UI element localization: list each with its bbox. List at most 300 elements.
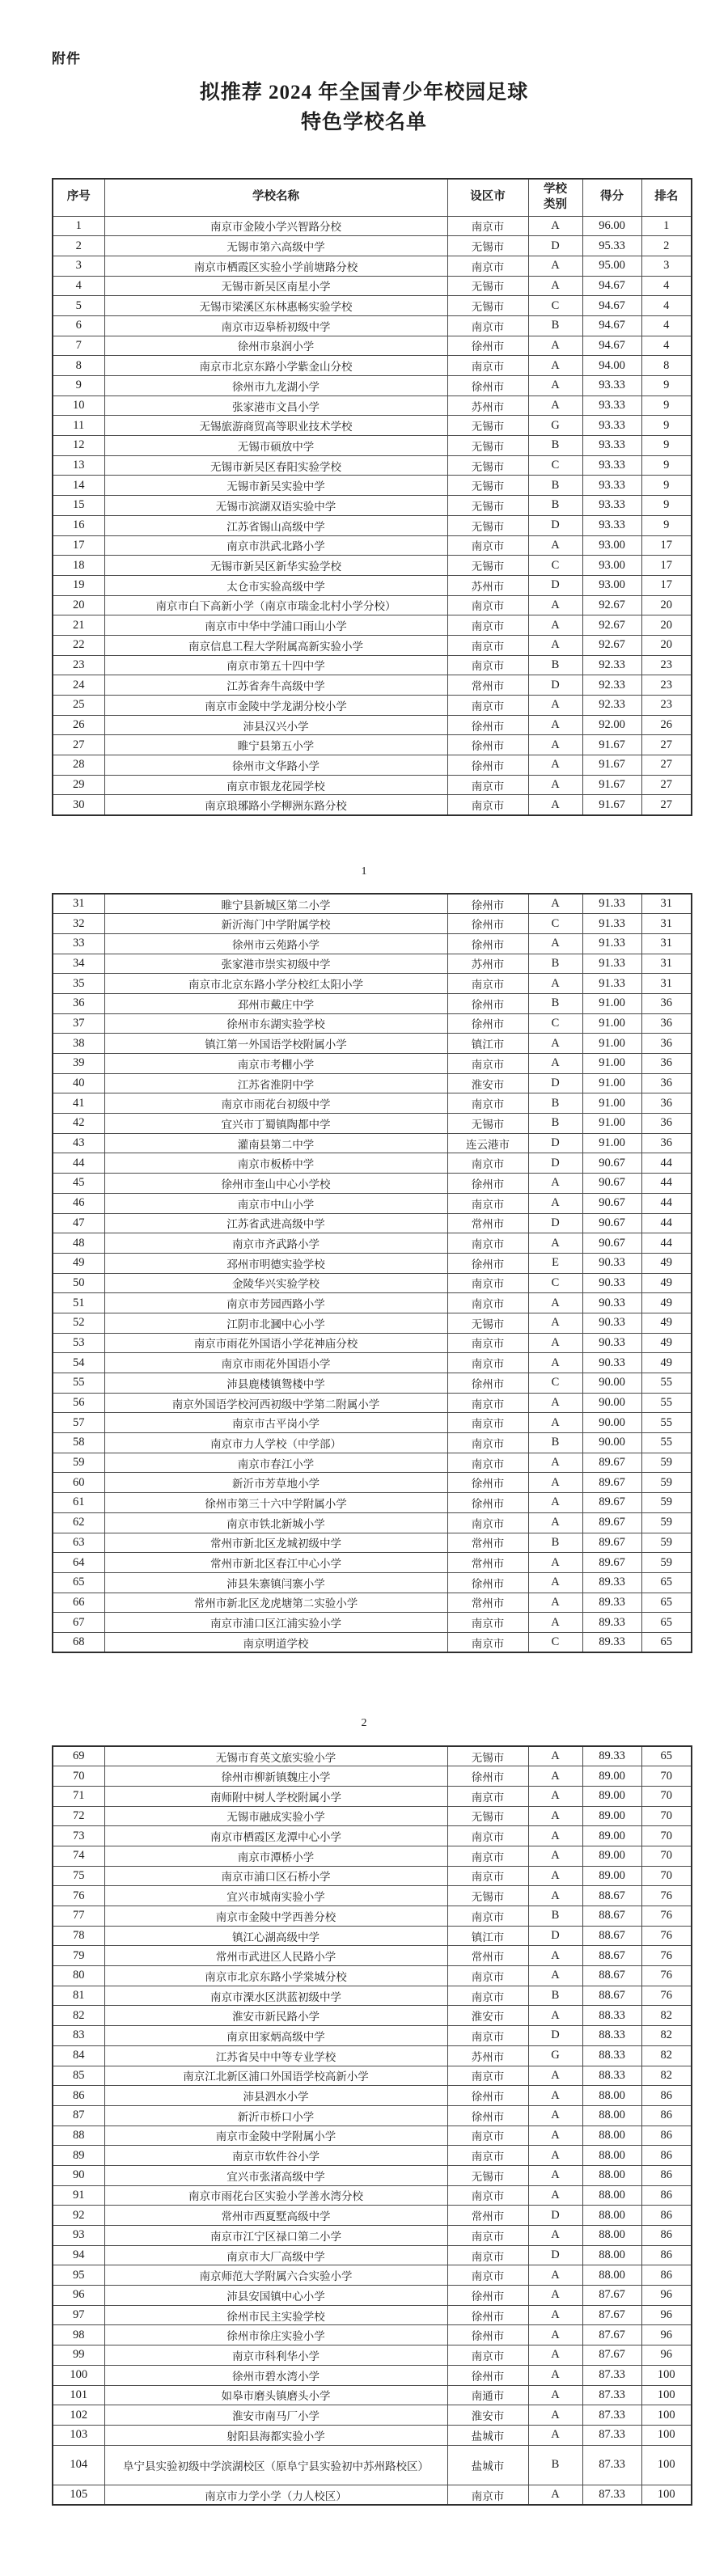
table-row <box>53 1613 692 1633</box>
table-row <box>53 696 692 716</box>
table-row <box>53 2286 692 2306</box>
cell-rank: 27 <box>641 775 692 795</box>
school-roster-table-1 <box>52 178 692 816</box>
cell-rank: 9 <box>641 376 692 396</box>
cell-school-name: 灌南县第二中学 <box>104 1133 447 1153</box>
table-row <box>53 2405 692 2426</box>
cell-school-name: 无锡市新吴区新华实验学校 <box>104 556 447 576</box>
cell-index: 64 <box>53 1553 104 1573</box>
cell-rank: 100 <box>641 2405 692 2426</box>
table-row <box>53 2026 692 2046</box>
cell-rank: 96 <box>641 2286 692 2306</box>
cell-index: 43 <box>53 1133 104 1153</box>
table-row <box>53 1393 692 1413</box>
cell-city: 徐州市 <box>447 933 528 954</box>
cell-school-name: 新沂市桥口小学 <box>104 2105 447 2126</box>
cell-city: 盐城市 <box>447 2445 528 2485</box>
cell-category: D <box>528 2245 582 2265</box>
cell-rank: 100 <box>641 2445 692 2485</box>
cell-rank: 44 <box>641 1193 692 1213</box>
cell-index: 10 <box>53 395 104 416</box>
cell-city: 南京市 <box>447 595 528 615</box>
cell-city: 徐州市 <box>447 1373 528 1394</box>
cell-score: 92.00 <box>582 715 641 735</box>
cell-index: 82 <box>53 2006 104 2026</box>
cell-school-name: 睢宁县新城区第二小学 <box>104 894 447 914</box>
table-row <box>53 1866 692 1886</box>
cell-rank: 76 <box>641 1886 692 1906</box>
cell-school-name: 南京市铁北新城小学 <box>104 1512 447 1533</box>
cell-school-name: 无锡市梁溪区东林惠畅实验学校 <box>104 296 447 316</box>
cell-school-name: 南京市银龙花园学校 <box>104 775 447 795</box>
cell-school-name: 宜兴市城南实验小学 <box>104 1886 447 1906</box>
cell-score: 94.67 <box>582 315 641 336</box>
cell-score: 89.33 <box>582 1632 641 1652</box>
cell-index: 100 <box>53 2365 104 2385</box>
cell-school-name: 徐州市文华路小学 <box>104 755 447 776</box>
cell-city: 南京市 <box>447 1632 528 1652</box>
cell-school-name: 张家港市文昌小学 <box>104 395 447 416</box>
cell-score: 92.67 <box>582 595 641 615</box>
cell-score: 96.00 <box>582 216 641 236</box>
cell-school-name: 南京市北京东路小学紫金山分校 <box>104 356 447 376</box>
cell-rank: 86 <box>641 2226 692 2246</box>
cell-category: G <box>528 416 582 436</box>
table-row <box>53 914 692 934</box>
cell-category: A <box>528 1393 582 1413</box>
cell-rank: 36 <box>641 1093 692 1114</box>
cell-rank: 9 <box>641 455 692 476</box>
column-header-city: 设区市 <box>447 179 528 216</box>
cell-city: 南京市 <box>447 315 528 336</box>
cell-school-name: 南京市雨花外国语小学 <box>104 1353 447 1373</box>
cell-index: 34 <box>53 954 104 974</box>
cell-category: B <box>528 1093 582 1114</box>
cell-school-name: 常州市西夏墅高级中学 <box>104 2206 447 2226</box>
table-row <box>53 376 692 396</box>
cell-score: 94.00 <box>582 356 641 376</box>
cell-rank: 9 <box>641 476 692 496</box>
cell-score: 90.67 <box>582 1153 641 1174</box>
cell-score: 88.67 <box>582 1886 641 1906</box>
cell-city: 南京市 <box>447 2226 528 2246</box>
table-row <box>53 2325 692 2345</box>
cell-index: 70 <box>53 1766 104 1787</box>
cell-category: A <box>528 974 582 994</box>
cell-index: 51 <box>53 1293 104 1313</box>
page-number: 2 <box>361 1717 367 1729</box>
cell-city: 南京市 <box>447 2146 528 2166</box>
table-page-2 <box>52 893 691 1653</box>
cell-index: 45 <box>53 1174 104 1194</box>
table-row <box>53 894 692 914</box>
cell-score: 91.00 <box>582 1034 641 1054</box>
cell-score: 93.00 <box>582 535 641 556</box>
cell-category: A <box>528 1473 582 1493</box>
cell-category: A <box>528 1054 582 1074</box>
column-header-index: 序号 <box>53 179 104 216</box>
cell-index: 3 <box>53 256 104 276</box>
cell-index: 8 <box>53 356 104 376</box>
cell-score: 88.00 <box>582 2105 641 2126</box>
cell-index: 86 <box>53 2086 104 2106</box>
cell-index: 72 <box>53 1806 104 1826</box>
cell-index: 4 <box>53 276 104 296</box>
cell-score: 93.33 <box>582 436 641 456</box>
cell-school-name: 江苏省吴中中等专业学校 <box>104 2045 447 2066</box>
cell-city: 无锡市 <box>447 1114 528 1134</box>
cell-city: 徐州市 <box>447 336 528 356</box>
cell-score: 92.33 <box>582 675 641 696</box>
cell-rank: 20 <box>641 635 692 655</box>
cell-category: A <box>528 1786 582 1806</box>
cell-category: A <box>528 1886 582 1906</box>
cell-rank: 9 <box>641 496 692 516</box>
cell-score: 91.33 <box>582 933 641 954</box>
cell-city: 镇江市 <box>447 1034 528 1054</box>
cell-category: A <box>528 256 582 276</box>
cell-rank: 2 <box>641 236 692 256</box>
cell-index: 71 <box>53 1786 104 1806</box>
cell-rank: 8 <box>641 356 692 376</box>
cell-rank: 44 <box>641 1174 692 1194</box>
cell-index: 83 <box>53 2026 104 2046</box>
cell-score: 91.33 <box>582 954 641 974</box>
cell-score: 94.67 <box>582 296 641 316</box>
cell-school-name: 南京江北新区浦口外国语学校高新小学 <box>104 2066 447 2086</box>
table-row <box>53 296 692 316</box>
cell-rank: 86 <box>641 2245 692 2265</box>
cell-rank: 76 <box>641 1926 692 1946</box>
table-row <box>53 455 692 476</box>
cell-score: 91.00 <box>582 993 641 1013</box>
cell-rank: 65 <box>641 1746 692 1766</box>
table-row <box>53 476 692 496</box>
cell-score: 92.33 <box>582 655 641 675</box>
cell-rank: 70 <box>641 1786 692 1806</box>
cell-category: A <box>528 2485 582 2505</box>
column-header-school-name: 学校名称 <box>104 179 447 216</box>
cell-category: A <box>528 2305 582 2325</box>
cell-score: 88.67 <box>582 1926 641 1946</box>
cell-city: 徐州市 <box>447 2086 528 2106</box>
cell-score: 87.33 <box>582 2405 641 2426</box>
cell-category: B <box>528 1433 582 1453</box>
cell-city: 南京市 <box>447 256 528 276</box>
cell-city: 苏州市 <box>447 575 528 595</box>
cell-school-name: 无锡市融成实验小学 <box>104 1806 447 1826</box>
cell-category: B <box>528 993 582 1013</box>
table-row <box>53 515 692 535</box>
cell-city: 徐州市 <box>447 2286 528 2306</box>
cell-city: 无锡市 <box>447 276 528 296</box>
cell-score: 94.67 <box>582 336 641 356</box>
cell-city: 无锡市 <box>447 416 528 436</box>
cell-category: A <box>528 1846 582 1866</box>
table-row <box>53 1906 692 1927</box>
table-row <box>53 315 692 336</box>
cell-category: C <box>528 1273 582 1293</box>
cell-school-name: 阜宁县实验初级中学滨湖校区（原阜宁县实验初中苏州路校区） <box>104 2445 447 2485</box>
cell-school-name: 镇江心湖高级中学 <box>104 1926 447 1946</box>
table-row <box>53 1333 692 1353</box>
cell-category: A <box>528 2105 582 2126</box>
cell-index: 68 <box>53 1632 104 1652</box>
cell-index: 26 <box>53 715 104 735</box>
table-row <box>53 1512 692 1533</box>
cell-index: 42 <box>53 1114 104 1134</box>
cell-score: 91.67 <box>582 795 641 815</box>
cell-index: 105 <box>53 2485 104 2505</box>
cell-score: 89.67 <box>582 1473 641 1493</box>
cell-category: A <box>528 2265 582 2286</box>
cell-city: 盐城市 <box>447 2425 528 2445</box>
table-row <box>53 236 692 256</box>
cell-school-name: 邳州市明德实验学校 <box>104 1253 447 1273</box>
cell-category: A <box>528 376 582 396</box>
cell-index: 55 <box>53 1373 104 1394</box>
cell-score: 93.00 <box>582 575 641 595</box>
attachment-label: 附件 <box>52 51 81 66</box>
cell-rank: 65 <box>641 1572 692 1593</box>
cell-school-name: 无锡市滨湖双语实验中学 <box>104 496 447 516</box>
cell-category: A <box>528 1806 582 1826</box>
cell-city: 常州市 <box>447 2206 528 2226</box>
cell-city: 苏州市 <box>447 2045 528 2066</box>
cell-rank: 20 <box>641 595 692 615</box>
cell-score: 88.33 <box>582 2045 641 2066</box>
cell-index: 17 <box>53 535 104 556</box>
cell-category: A <box>528 1034 582 1054</box>
cell-city: 徐州市 <box>447 755 528 776</box>
cell-index: 46 <box>53 1193 104 1213</box>
cell-city: 南京市 <box>447 1413 528 1433</box>
cell-index: 96 <box>53 2286 104 2306</box>
cell-city: 南京市 <box>447 635 528 655</box>
cell-city: 南京市 <box>447 1512 528 1533</box>
cell-index: 52 <box>53 1313 104 1333</box>
cell-rank: 55 <box>641 1373 692 1394</box>
cell-rank: 23 <box>641 655 692 675</box>
cell-rank: 26 <box>641 715 692 735</box>
cell-index: 19 <box>53 575 104 595</box>
table-row <box>53 954 692 974</box>
table-row <box>53 356 692 376</box>
cell-school-name: 无锡市新吴区春阳实验学校 <box>104 455 447 476</box>
cell-rank: 27 <box>641 735 692 755</box>
cell-city: 无锡市 <box>447 436 528 456</box>
cell-city: 南京市 <box>447 2126 528 2146</box>
cell-score: 88.67 <box>582 1986 641 2006</box>
cell-city: 无锡市 <box>447 476 528 496</box>
table-row <box>53 336 692 356</box>
table-row <box>53 615 692 636</box>
cell-rank: 59 <box>641 1533 692 1553</box>
cell-category: C <box>528 914 582 934</box>
table-row <box>53 1293 692 1313</box>
cell-city: 徐州市 <box>447 2305 528 2325</box>
cell-rank: 65 <box>641 1632 692 1652</box>
cell-category: A <box>528 535 582 556</box>
cell-category: A <box>528 1572 582 1593</box>
cell-school-name: 南京市溧水区洪蓝初级中学 <box>104 1986 447 2006</box>
cell-rank: 44 <box>641 1233 692 1254</box>
cell-rank: 36 <box>641 1114 692 1134</box>
cell-city: 南京市 <box>447 2066 528 2086</box>
cell-city: 南京市 <box>447 615 528 636</box>
cell-category: A <box>528 336 582 356</box>
cell-category: B <box>528 476 582 496</box>
cell-category: A <box>528 696 582 716</box>
cell-index: 14 <box>53 476 104 496</box>
cell-rank: 86 <box>641 2086 692 2106</box>
cell-score: 91.00 <box>582 1093 641 1114</box>
cell-city: 无锡市 <box>447 2165 528 2185</box>
cell-score: 90.33 <box>582 1333 641 1353</box>
cell-rank: 31 <box>641 894 692 914</box>
cell-category: A <box>528 276 582 296</box>
cell-category: B <box>528 954 582 974</box>
cell-category: A <box>528 1193 582 1213</box>
cell-category: A <box>528 595 582 615</box>
cell-index: 49 <box>53 1253 104 1273</box>
cell-category: A <box>528 1593 582 1613</box>
cell-school-name: 南京市古平岗小学 <box>104 1413 447 1433</box>
cell-index: 13 <box>53 455 104 476</box>
cell-school-name: 无锡市硕放中学 <box>104 436 447 456</box>
cell-category: C <box>528 1373 582 1394</box>
cell-rank: 86 <box>641 2206 692 2226</box>
cell-index: 69 <box>53 1746 104 1766</box>
cell-rank: 70 <box>641 1846 692 1866</box>
cell-city: 南京市 <box>447 1613 528 1633</box>
cell-school-name: 无锡旅游商贸高等职业技术学校 <box>104 416 447 436</box>
cell-score: 88.67 <box>582 1946 641 1966</box>
cell-rank: 9 <box>641 436 692 456</box>
cell-rank: 31 <box>641 914 692 934</box>
cell-category: A <box>528 2425 582 2445</box>
cell-rank: 96 <box>641 2325 692 2345</box>
cell-city: 无锡市 <box>447 1806 528 1826</box>
cell-school-name: 南京市板桥中学 <box>104 1153 447 1174</box>
cell-score: 92.67 <box>582 615 641 636</box>
table-row <box>53 496 692 516</box>
cell-index: 5 <box>53 296 104 316</box>
table-row <box>53 2485 692 2505</box>
cell-school-name: 淮安市新民路小学 <box>104 2006 447 2026</box>
table-row <box>53 655 692 675</box>
cell-score: 89.33 <box>582 1613 641 1633</box>
cell-rank: 59 <box>641 1512 692 1533</box>
table-row <box>53 1013 692 1034</box>
table-row <box>53 1353 692 1373</box>
cell-score: 87.33 <box>582 2485 641 2505</box>
table-row <box>53 1786 692 1806</box>
cell-category: A <box>528 1826 582 1846</box>
cell-category: E <box>528 1253 582 1273</box>
cell-index: 33 <box>53 933 104 954</box>
cell-category: A <box>528 356 582 376</box>
cell-city: 南京市 <box>447 2265 528 2286</box>
cell-score: 93.33 <box>582 395 641 416</box>
table-row <box>53 1986 692 2006</box>
cell-school-name: 徐州市云苑路小学 <box>104 933 447 954</box>
cell-city: 南京市 <box>447 795 528 815</box>
cell-rank: 4 <box>641 315 692 336</box>
cell-category: B <box>528 496 582 516</box>
table-row <box>53 1632 692 1652</box>
cell-category: D <box>528 575 582 595</box>
cell-category: A <box>528 1233 582 1254</box>
column-header-rank: 排名 <box>641 179 692 216</box>
cell-score: 90.67 <box>582 1213 641 1233</box>
table-row <box>53 1034 692 1054</box>
cell-category: A <box>528 1353 582 1373</box>
cell-category: A <box>528 735 582 755</box>
cell-score: 88.00 <box>582 2206 641 2226</box>
cell-school-name: 镇江第一外国语学校附属小学 <box>104 1034 447 1054</box>
cell-index: 97 <box>53 2305 104 2325</box>
cell-rank: 27 <box>641 795 692 815</box>
cell-score: 88.33 <box>582 2026 641 2046</box>
cell-category: A <box>528 2286 582 2306</box>
cell-index: 99 <box>53 2345 104 2366</box>
cell-category: A <box>528 2405 582 2426</box>
cell-score: 91.67 <box>582 755 641 776</box>
cell-index: 2 <box>53 236 104 256</box>
cell-city: 无锡市 <box>447 296 528 316</box>
table-row <box>53 974 692 994</box>
cell-index: 91 <box>53 2185 104 2206</box>
cell-school-name: 南京市金陵小学兴智路分校 <box>104 216 447 236</box>
page-title-line-2: 特色学校名单 <box>300 112 427 133</box>
cell-school-name: 沛县泗水小学 <box>104 2086 447 2106</box>
cell-city: 南京市 <box>447 1393 528 1413</box>
cell-city: 徐州市 <box>447 1013 528 1034</box>
table-row <box>53 675 692 696</box>
table-row <box>53 1273 692 1293</box>
cell-category: G <box>528 2045 582 2066</box>
table-row <box>53 416 692 436</box>
cell-score: 91.33 <box>582 914 641 934</box>
table-row <box>53 2165 692 2185</box>
cell-school-name: 淮安市南马厂小学 <box>104 2405 447 2426</box>
cell-category: A <box>528 1553 582 1573</box>
cell-school-name: 南京信息工程大学附属高新实验小学 <box>104 635 447 655</box>
cell-rank: 86 <box>641 2265 692 2286</box>
table-row <box>53 1553 692 1573</box>
cell-city: 徐州市 <box>447 1253 528 1273</box>
cell-category: B <box>528 1114 582 1134</box>
cell-score: 90.67 <box>582 1233 641 1254</box>
cell-city: 无锡市 <box>447 1886 528 1906</box>
cell-score: 92.67 <box>582 635 641 655</box>
cell-index: 50 <box>53 1273 104 1293</box>
cell-city: 南京市 <box>447 974 528 994</box>
cell-city: 南京市 <box>447 696 528 716</box>
cell-score: 91.00 <box>582 1133 641 1153</box>
cell-category: C <box>528 556 582 576</box>
cell-index: 12 <box>53 436 104 456</box>
cell-score: 90.67 <box>582 1174 641 1194</box>
cell-school-name: 睢宁县第五小学 <box>104 735 447 755</box>
cell-rank: 59 <box>641 1553 692 1573</box>
cell-school-name: 无锡市育英文旅实验小学 <box>104 1746 447 1766</box>
cell-index: 62 <box>53 1512 104 1533</box>
cell-index: 58 <box>53 1433 104 1453</box>
cell-score: 89.67 <box>582 1512 641 1533</box>
cell-category: A <box>528 933 582 954</box>
